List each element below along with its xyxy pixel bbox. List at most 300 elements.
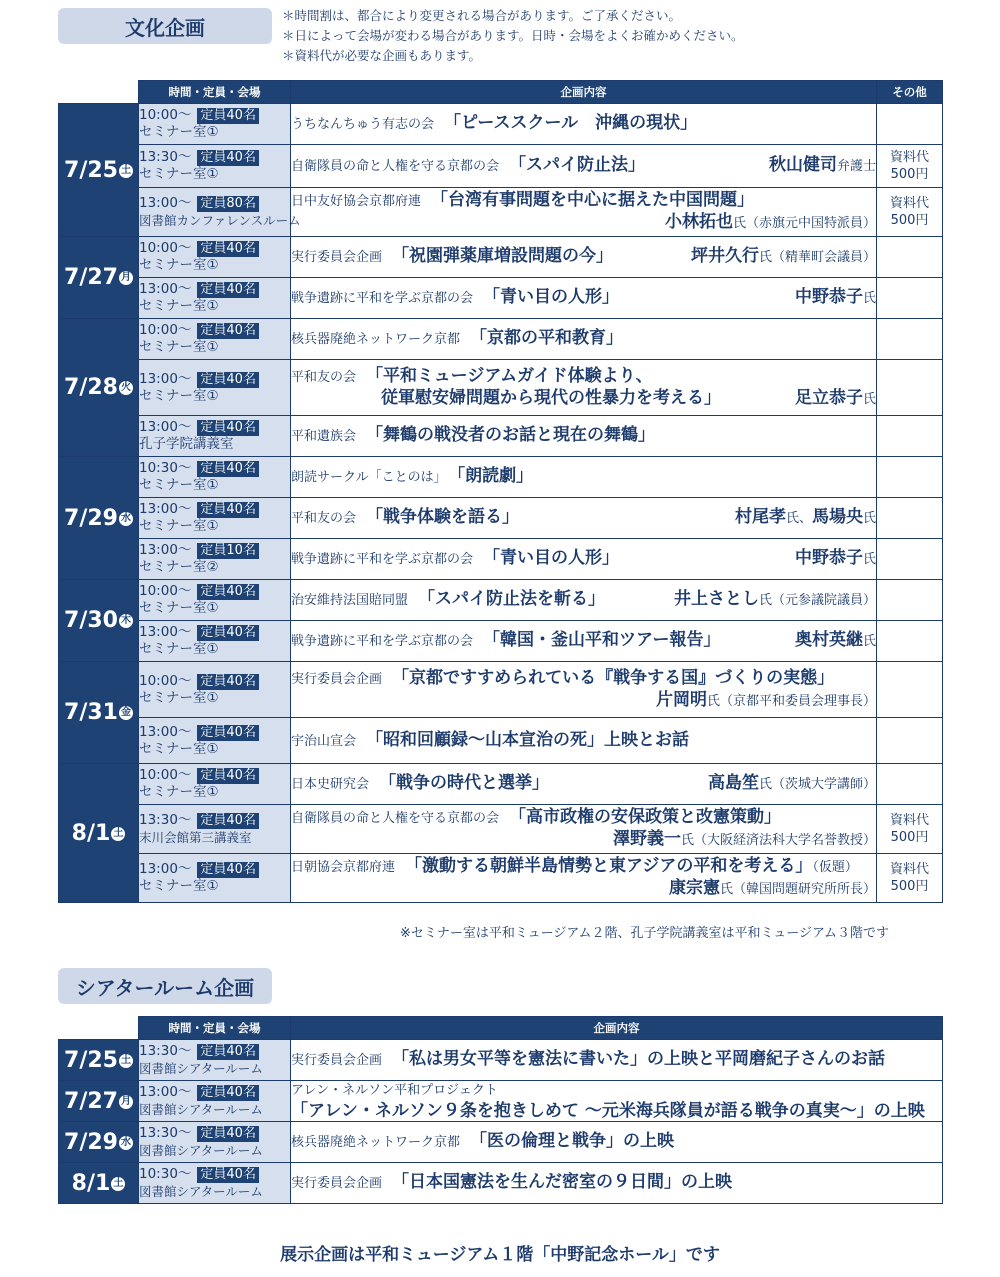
note-line: ＊日によって会場が変わる場合があります。日時・会場をよくお確かめください。	[282, 28, 744, 43]
start-time: 13:00〜	[139, 419, 192, 435]
weekday-badge: 土	[113, 827, 124, 839]
organizer: 日本史研究会	[291, 777, 370, 792]
speaker-name: 坪井久行	[690, 246, 759, 266]
table-row	[59, 580, 943, 621]
table-row	[59, 621, 943, 662]
table-row	[59, 805, 943, 854]
weekday-badge: 木	[120, 615, 131, 626]
speaker	[795, 548, 876, 570]
fee-cell	[877, 621, 943, 662]
table-row	[59, 498, 943, 539]
capacity-badge: 定員40名	[197, 862, 259, 878]
fee-cell	[877, 539, 943, 580]
program-line	[291, 113, 876, 135]
organizer: 実行委員会企画	[291, 1053, 383, 1068]
fee-cell	[877, 237, 943, 278]
culture-section-title: 文化企画	[58, 8, 272, 44]
table-row	[59, 278, 943, 319]
capacity-badge: 定員40名	[197, 584, 259, 600]
speaker-title: 氏	[862, 634, 876, 649]
venue: 図書館シアタールーム	[139, 1102, 263, 1117]
capacity-badge: 定員40名	[197, 372, 259, 388]
time-cell	[139, 360, 291, 416]
program-title: 「スパイ防止法を斬る」	[418, 589, 606, 609]
speaker-name: 片岡明	[655, 689, 707, 710]
venue: セミナー室①	[139, 689, 219, 706]
program-content	[291, 1163, 943, 1204]
footnote: ※セミナー室は平和ミュージアム２階、孔子学院講義室は平和ミュージアム３階です	[400, 926, 890, 941]
venue: セミナー室①	[139, 477, 219, 493]
venue: 図書館シアタールーム	[139, 1184, 263, 1199]
date: 7/29	[64, 505, 118, 531]
speaker	[795, 630, 876, 652]
fee-cell	[877, 764, 943, 805]
date: 7/31	[64, 700, 118, 725]
venue: セミナー室②	[139, 559, 219, 575]
program-line	[291, 388, 876, 410]
program-content	[291, 188, 877, 237]
table-row	[59, 457, 943, 498]
organizer: 実行委員会企画	[291, 671, 383, 687]
start-time: 13:00〜	[139, 624, 192, 640]
speaker	[613, 829, 876, 849]
start-time: 13:00〜	[139, 281, 192, 297]
program-content	[291, 764, 877, 805]
venue: セミナー室①	[139, 257, 219, 273]
program-content	[291, 718, 877, 764]
start-time: 10:30〜	[139, 460, 192, 476]
speaker-title: 氏	[862, 552, 876, 567]
capacity-badge: 定員40名	[197, 768, 259, 784]
program-title: 「戦争体験を語る」	[366, 507, 520, 527]
venue: セミナー室①	[139, 166, 219, 182]
speaker	[656, 690, 876, 710]
speaker-name: 小林拓也	[664, 212, 733, 232]
table-row	[59, 662, 943, 718]
capacity-badge: 定員40名	[197, 420, 259, 436]
table-row	[59, 854, 943, 903]
date: 7/25	[64, 157, 118, 183]
fee-line: 資料代	[889, 150, 929, 165]
start-time: 13:00〜	[139, 501, 192, 517]
speaker-title: 氏（赤旗元中国特派員）	[732, 216, 876, 231]
program-line	[291, 630, 876, 652]
program-content	[291, 104, 877, 145]
capacity-badge: 定員10名	[197, 543, 259, 559]
time-cell	[139, 145, 291, 188]
date-cell	[59, 319, 139, 457]
speaker-name: 高島笙	[707, 773, 759, 793]
program-content	[291, 621, 877, 662]
program-line	[291, 466, 876, 488]
weekday-badge: 土	[120, 164, 131, 176]
speaker-title: 氏（茨城大学講師）	[758, 777, 876, 792]
time-cell	[139, 662, 291, 718]
start-time: 13:00〜	[139, 542, 192, 558]
date: 7/25	[64, 1047, 118, 1073]
date-cell	[59, 764, 139, 903]
weekday-badge: 土	[113, 1177, 124, 1189]
organizer: うちなんちゅう有志の会	[291, 117, 435, 132]
program-line	[291, 773, 876, 795]
speaker	[665, 212, 876, 232]
venue: セミナー室①	[139, 600, 219, 616]
program-title: 「京都の平和教育」	[470, 328, 624, 348]
program-line	[291, 190, 876, 212]
organizer: 戦争遺跡に平和を学ぶ京都の会	[291, 552, 474, 567]
program-title: 「アレン・ネルソン９条を抱きしめて ～元米海兵隊員が語る戦争の真実～」の上映	[291, 1101, 925, 1121]
organizer: 平和友の会	[291, 511, 357, 526]
table-row	[59, 1040, 943, 1081]
start-time: 13:30〜	[139, 149, 192, 165]
capacity-badge: 定員40名	[197, 108, 259, 124]
theater-section-title: シアタールーム企画	[58, 968, 272, 1004]
table-row	[59, 718, 943, 764]
program-line	[291, 328, 876, 350]
header-content: 企画内容	[291, 81, 877, 104]
notes	[282, 6, 744, 66]
organizer: 日中友好協会京都府連	[291, 194, 422, 209]
start-time: 13:30〜	[139, 1125, 192, 1141]
program-title: 「医の倫理と戦争」の上映	[470, 1131, 675, 1151]
fee-cell	[877, 854, 943, 903]
program-line	[291, 856, 876, 878]
fee-line: 資料代	[889, 813, 929, 828]
speaker	[735, 507, 876, 529]
venue: セミナー室①	[139, 387, 219, 404]
organizer: 治安維持法国賠同盟	[291, 593, 409, 608]
program-title: 「スパイ防止法」	[509, 155, 646, 175]
time-cell	[139, 457, 291, 498]
program-title: 「高市政権の安保政策と改憲策動」	[509, 807, 782, 827]
time-cell	[139, 237, 291, 278]
start-time: 13:00〜	[139, 370, 192, 387]
program-line	[291, 807, 876, 829]
speaker-name: 中野恭子	[794, 548, 863, 568]
start-time: 13:00〜	[139, 861, 192, 877]
program-line	[291, 155, 876, 177]
weekday-badge: 土	[120, 1054, 131, 1066]
speaker-title: 氏	[862, 511, 876, 526]
start-time: 13:30〜	[139, 812, 192, 828]
organizer: 朗読サークル「ことのは」	[291, 470, 447, 485]
start-time: 10:00〜	[139, 672, 192, 689]
culture-schedule-table	[58, 80, 943, 903]
program-title: 「台湾有事問題を中心に据えた中国問題」	[431, 190, 755, 210]
theater-schedule-table	[58, 1016, 943, 1204]
program-content	[291, 854, 877, 903]
fee-line: 資料代	[889, 196, 929, 211]
capacity-badge: 定員40名	[197, 282, 259, 298]
table-row	[59, 145, 943, 188]
capacity-badge: 定員40名	[197, 1044, 259, 1060]
weekday-badge: 金	[120, 707, 131, 718]
program-title: 「昭和回顧録〜山本宣治の死」上映とお話	[366, 729, 690, 750]
organizer: 核兵器廃絶ネットワーク京都	[291, 1135, 461, 1150]
time-cell	[139, 416, 291, 457]
speaker-name: 井上さとし	[673, 589, 759, 609]
date-cell	[59, 580, 139, 662]
fee-cell	[877, 662, 943, 718]
organizer: 平和遺族会	[291, 429, 357, 444]
program-title: 「舞鶴の戦没者のお話と現在の舞鶴」	[366, 425, 656, 445]
date: 7/29	[64, 1129, 118, 1155]
venue: 末川会館第三講義室	[139, 830, 252, 845]
capacity-badge: 定員40名	[197, 725, 259, 741]
start-time: 13:30〜	[139, 1043, 192, 1059]
program-line	[291, 507, 876, 529]
date-cell	[59, 662, 139, 764]
date-cell	[59, 104, 139, 237]
program-content	[291, 360, 877, 416]
organizer: 宇治山宣会	[291, 733, 357, 749]
program-title: 「日本国憲法を生んだ密室の９日間」の上映	[392, 1172, 733, 1192]
start-time: 13:00〜	[139, 195, 192, 211]
fee-line: 500円	[890, 879, 929, 894]
organizer: 実行委員会企画	[291, 1176, 383, 1191]
time-cell	[139, 764, 291, 805]
time-cell	[139, 104, 291, 145]
time-cell	[139, 278, 291, 319]
date-cell	[59, 1122, 139, 1163]
date-cell	[59, 1081, 139, 1122]
fee-cell	[877, 104, 943, 145]
capacity-badge: 定員40名	[197, 323, 259, 339]
date-cell	[59, 237, 139, 319]
start-time: 13:00〜	[139, 1084, 192, 1100]
fee-line: 500円	[890, 167, 929, 182]
time-cell	[139, 1163, 291, 1204]
program-line	[291, 690, 876, 712]
capacity-badge: 定員40名	[197, 1126, 259, 1142]
program-line	[291, 589, 876, 611]
weekday-badge: 水	[120, 1136, 131, 1148]
capacity-badge: 定員80名	[197, 196, 259, 212]
speaker-title: 氏、	[785, 511, 812, 526]
program-title: 「戦争の時代と選挙」	[379, 773, 550, 793]
program-content	[291, 498, 877, 539]
speaker-name: 中野恭子	[794, 287, 863, 307]
speaker-title: 氏	[862, 391, 876, 407]
fee-line: 500円	[890, 830, 929, 845]
capacity-badge: 定員40名	[197, 150, 259, 166]
table-row	[59, 1122, 943, 1163]
time-cell	[139, 188, 301, 237]
fee-line: 資料代	[889, 862, 929, 877]
speaker	[669, 878, 876, 898]
capacity-badge: 定員40名	[197, 502, 259, 518]
venue: セミナー室①	[139, 339, 219, 355]
time-cell	[139, 854, 291, 903]
speaker-title: 氏（韓国問題研究所所長）	[719, 882, 876, 897]
program-title: 「青い目の人形」	[483, 548, 620, 568]
date: 7/27	[64, 1088, 118, 1114]
fee-cell	[877, 498, 943, 539]
speaker-name: 康宗憲	[668, 878, 720, 898]
header-blank	[59, 81, 139, 104]
fee-cell	[877, 805, 943, 854]
time-cell	[139, 539, 291, 580]
program-content	[291, 1081, 943, 1122]
program-line	[291, 668, 876, 690]
speaker	[674, 589, 876, 611]
capacity-badge: 定員40名	[197, 1167, 259, 1183]
program-title: 「私は男女平等を憲法に書いた」の上映と平岡磨紀子さんのお話	[392, 1049, 886, 1069]
weekday-badge: 火	[120, 382, 131, 393]
weekday-badge: 水	[120, 512, 131, 524]
start-time: 10:00〜	[139, 583, 192, 599]
fee-line: 500円	[890, 213, 929, 228]
fee-cell	[877, 718, 943, 764]
speaker-name: 澤野義一	[612, 829, 681, 849]
fee-cell	[877, 188, 943, 237]
program-line	[291, 425, 876, 447]
capacity-badge: 定員40名	[197, 813, 259, 829]
weekday-badge: 月	[120, 272, 131, 283]
organizer: 戦争遺跡に平和を学ぶ京都の会	[291, 634, 474, 649]
venue: 孔子学院講義室	[139, 436, 234, 452]
program-content	[291, 237, 877, 278]
header-time: 時間・定員・会場	[139, 1017, 291, 1040]
venue: セミナー室①	[139, 784, 219, 800]
speaker-title: 氏（大阪経済法科大学名誉教授）	[680, 833, 876, 848]
program-title: 「朗読劇」	[456, 466, 534, 486]
date: 8/1	[71, 1170, 111, 1196]
program-line	[291, 548, 876, 570]
venue: 図書館カンファレンスルーム	[139, 213, 301, 228]
table-row	[59, 319, 943, 360]
program-line	[291, 878, 876, 900]
time-cell	[139, 319, 291, 360]
program-content	[291, 145, 877, 188]
capacity-badge: 定員40名	[197, 241, 259, 257]
speaker-name: 秋山健司	[768, 155, 837, 175]
fee-cell	[877, 416, 943, 457]
date: 7/30	[64, 608, 118, 633]
date-cell	[59, 1040, 139, 1081]
speaker	[769, 155, 876, 177]
table-row	[59, 104, 943, 145]
organizer: 実行委員会企画	[291, 250, 383, 265]
program-content	[291, 1040, 943, 1081]
fee-cell	[877, 278, 943, 319]
time-cell	[139, 718, 291, 764]
date: 7/28	[64, 375, 118, 400]
speaker-name: 奥村英継	[794, 630, 863, 650]
program-title: 「青い目の人形」	[483, 287, 620, 307]
speaker-title: 氏（京都平和委員会理事長）	[706, 693, 876, 709]
speaker-name: 馬場央	[811, 507, 863, 527]
speaker-title: 氏（精華町会議員）	[758, 250, 876, 265]
program-content	[291, 457, 877, 498]
organizer: 核兵器廃絶ネットワーク京都	[291, 332, 461, 347]
date-cell	[59, 457, 139, 580]
fee-cell	[877, 145, 943, 188]
organizer: 戦争遺跡に平和を学ぶ京都の会	[291, 291, 474, 306]
fee-cell	[877, 360, 943, 416]
start-time: 10:00〜	[139, 107, 192, 123]
program-title: 「激動する朝鮮半島情勢と東アジアの平和を考える」	[405, 856, 813, 876]
venue: セミナー室①	[139, 124, 219, 140]
program-line	[291, 246, 876, 268]
program-line	[291, 366, 876, 388]
note-line: ＊時間割は、都合により変更される場合があります。ご了承ください。	[282, 8, 682, 23]
table-row	[59, 539, 943, 580]
program-title: 「祝園弾薬庫増設問題の今」	[392, 246, 614, 266]
program-content	[291, 805, 877, 854]
organizer: 自衛隊員の命と人権を守る京都の会	[291, 811, 500, 826]
program-title: 「平和ミュージアムガイド体験より、	[366, 365, 653, 386]
start-time: 13:00〜	[139, 723, 192, 740]
venue: セミナー室①	[139, 641, 219, 657]
table-row	[59, 237, 943, 278]
organizer: 平和友の会	[291, 369, 357, 385]
program-content	[291, 580, 877, 621]
program-content	[291, 416, 877, 457]
program-line	[291, 212, 876, 234]
program-content	[291, 278, 877, 319]
capacity-badge: 定員40名	[197, 461, 259, 477]
start-time: 10:30〜	[139, 1166, 192, 1182]
title-suffix: （仮題）	[812, 860, 858, 875]
start-time: 10:00〜	[139, 322, 192, 338]
venue: 図書館シアタールーム	[139, 1143, 263, 1158]
program-content	[291, 1122, 943, 1163]
speaker	[691, 246, 876, 268]
table-row	[59, 416, 943, 457]
venue: セミナー室①	[139, 878, 219, 894]
table-row	[59, 1163, 943, 1204]
fee-cell	[877, 319, 943, 360]
time-cell	[139, 1040, 291, 1081]
capacity-badge: 定員40名	[197, 625, 259, 641]
closing-note: 展示企画は平和ミュージアム１階「中野記念ホール」です	[280, 1245, 720, 1265]
time-cell	[139, 805, 291, 854]
program-line	[291, 730, 876, 752]
time-cell	[139, 498, 291, 539]
program-content	[291, 539, 877, 580]
table-row	[59, 1081, 943, 1122]
table-row	[59, 764, 943, 805]
speaker-title: 氏	[862, 291, 876, 306]
weekday-badge: 月	[120, 1095, 131, 1107]
program-title: 「京都ですすめられている『戦争する国』づくりの実態」	[392, 667, 835, 688]
capacity-badge: 定員40名	[197, 674, 259, 690]
program-line	[291, 829, 876, 851]
venue: セミナー室①	[139, 740, 219, 757]
table-row	[59, 188, 943, 237]
venue: セミナー室①	[139, 298, 219, 314]
fee-cell	[877, 580, 943, 621]
speaker	[795, 287, 876, 309]
start-time: 10:00〜	[139, 767, 192, 783]
date-cell	[59, 1163, 139, 1204]
speaker	[795, 388, 876, 410]
venue: セミナー室①	[139, 518, 219, 534]
header-other: その他	[877, 81, 943, 104]
date: 7/27	[64, 265, 118, 290]
speaker-title: 氏（元参議院議員）	[758, 593, 876, 608]
speaker-name: 村尾孝	[734, 507, 786, 527]
header-blank	[59, 1017, 139, 1040]
header-content: 企画内容	[291, 1017, 943, 1040]
table-row	[59, 360, 943, 416]
capacity-badge: 定員40名	[197, 1085, 259, 1101]
date: 8/1	[71, 820, 111, 846]
fee-cell	[877, 457, 943, 498]
time-cell	[139, 1122, 291, 1163]
program-content	[291, 662, 877, 718]
